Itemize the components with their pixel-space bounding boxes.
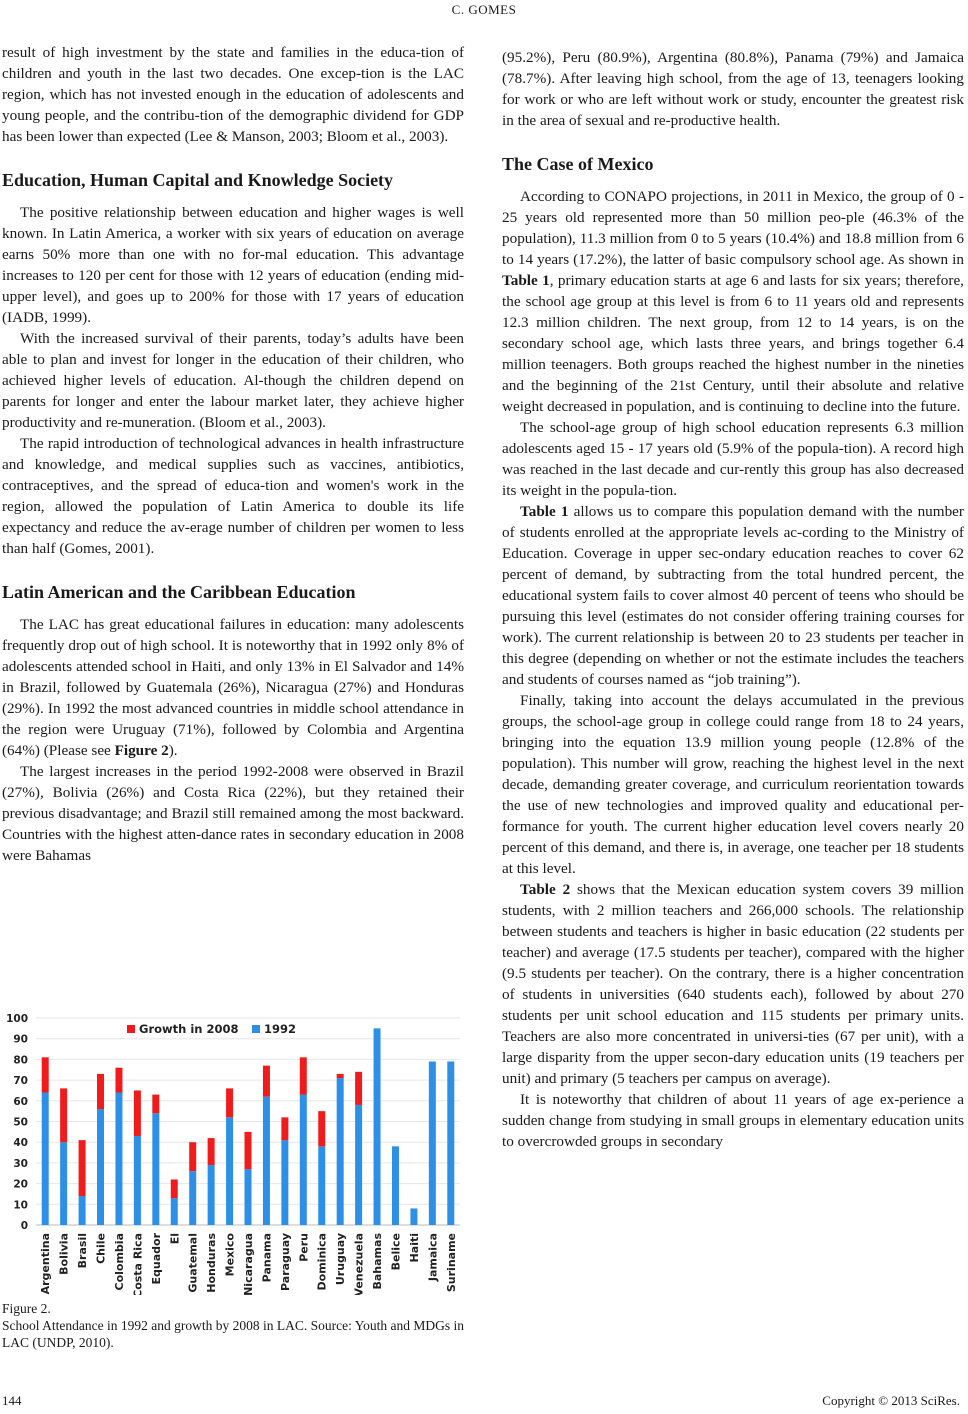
bar-growth-brasil	[79, 1140, 86, 1196]
bar-1992-colombia	[115, 1093, 122, 1225]
bar-growth-guatemal	[189, 1142, 196, 1171]
bar-1992-bolivia	[60, 1142, 67, 1225]
x-tick-label: Paraguay	[278, 1233, 292, 1291]
bar-1992-argentina	[42, 1093, 49, 1225]
paragraph	[502, 501, 964, 690]
y-tick-label: 30	[13, 1157, 28, 1170]
y-axis-ticks	[6, 1013, 28, 1232]
chart-legend	[127, 1022, 296, 1036]
x-tick-label: Equador	[149, 1233, 163, 1285]
x-tick-label: Bahamas	[371, 1233, 385, 1290]
x-tick-label: El	[168, 1233, 182, 1245]
bar-1992-guatemal	[189, 1171, 196, 1225]
paragraph: (95.2%), Peru (80.9%), Argentina (80.8%), Panama (79%) and Jamaica (78.7%). After leaving high school, from the age of 13, teenagers looking for work or who are left without work or study, encounter the greatest risk in the area of sexual and re-productive health.	[502, 49, 964, 129]
legend-label: 1992	[264, 1022, 297, 1036]
y-tick-label: 50	[13, 1116, 28, 1129]
y-tick-label: 40	[13, 1137, 28, 1150]
x-tick-label: Uruguay	[334, 1233, 348, 1286]
figure-caption	[2, 1300, 464, 1351]
y-tick-label: 20	[13, 1178, 28, 1191]
bar-growth-dominica	[318, 1111, 325, 1146]
bar-growth-uruguay	[337, 1074, 344, 1078]
x-tick-label: Colombia	[112, 1233, 126, 1291]
x-tick-label: Bolivia	[57, 1233, 71, 1275]
y-tick-label: 100	[6, 1013, 28, 1025]
section-heading: The Case of Mexico	[502, 154, 654, 174]
figure-reference[interactable]: Figure 2	[114, 742, 169, 759]
paragraph-text: allows us to compare this population demand with the number of students enrolled at the appropriate levels ac-cording to the Ministry of Education. Coverage in upper sec-ondary education reaches to cover 62 percent of demand, by subtracting from the total hundred percent, the educational system fails to cover almost 40 percent of teens who should be pursuing this level (estimates do not consider offering training courses for work). The current relationship is between 20 to 23 students per teacher in this degree (depending on whether or not the estimate includes the teachers and students of courses named as “job training”).	[502, 503, 964, 688]
page-number: 144	[2, 1393, 22, 1408]
bar-1992-mexico	[226, 1117, 233, 1225]
bar-growth-nicaragua	[245, 1132, 252, 1169]
x-tick-label: Costa Rica	[131, 1233, 145, 1295]
paragraph	[2, 614, 464, 761]
bar-growth-el	[171, 1179, 178, 1198]
paragraph: With the increased survival of their parents, today’s adults have been able to plan and invest for longer in the education of their children, who achieved higher levels of education. Al-though the children depend on parents for longer and enter the labour market later, they achieve higher productivity and re-muneration. (Bloom et al., 2003).	[2, 330, 464, 431]
running-header: C. GOMES	[451, 2, 517, 17]
x-tick-label: Dominica	[315, 1233, 329, 1291]
paragraph: The largest increases in the period 1992-2008 were observed in Brazil (27%), Bolivia (26%) and Costa Rica (22%), but they retained their previous disadvantage; and Brazil still remained among the most backward. Countries with the highest atten-dance rates in secondary education in 2008 were Bahamas	[2, 763, 464, 864]
bar-growth-bolivia	[60, 1088, 67, 1142]
x-tick-label: Venezuela	[352, 1233, 366, 1295]
y-tick-label: 10	[13, 1199, 28, 1212]
bar-1992-jamaica	[429, 1061, 436, 1225]
paragraph: result of high investment by the state and families in the educa-tion of children and youth in the last two decades. One excep-tion is the LAC region, which has not invested enough in the education of adolescents and young people, and the contribu-tion of the demographic dividend for GDP has been lower than expected (Lee & Manson, 2003; Bloom et al., 2003).	[2, 44, 464, 145]
bar-growth-venezuela	[355, 1072, 362, 1105]
x-tick-label: Panama	[260, 1233, 274, 1283]
bar-1992-suriname	[447, 1061, 454, 1225]
bar-growth-equador	[152, 1095, 159, 1114]
chart-bars	[42, 1028, 455, 1225]
x-tick-label: Jamaica	[426, 1233, 440, 1282]
bar-1992-honduras	[208, 1165, 215, 1225]
bar-1992-chile	[97, 1109, 104, 1225]
figure-caption-title: Figure 2.	[2, 1301, 51, 1316]
paragraph: It is noteworthy that children of about 11 years of age ex-perience a sudden change from studying in small groups in elementary education units to overcrowded groups in secondary	[502, 1091, 964, 1150]
bar-1992-bahamas	[374, 1028, 381, 1225]
table-reference[interactable]: Table 1	[502, 272, 550, 289]
bar-1992-peru	[300, 1095, 307, 1225]
paragraph: The rapid introduction of technological advances in health infrastructure and knowledge, and medical supplies such as vaccines, antibiotics, contraceptives, and the spread of educa-tion and women's work in the region, allowed the population of Latin America to double its life expectancy and reduce the av-erage number of children per women to less than half (Gomes, 2001).	[2, 435, 464, 557]
bar-1992-panama	[263, 1097, 270, 1225]
section-heading: Education, Human Capital and Knowledge Society	[2, 170, 394, 190]
x-tick-label: Haiti	[407, 1233, 421, 1263]
bar-1992-belice	[392, 1146, 399, 1225]
bar-growth-colombia	[115, 1068, 122, 1093]
paragraph: Finally, taking into account the delays accumulated in the previous groups, the school-age group in college could range from 18 to 24 years, bringing into the equation 13.9 million young people (12.8% of the population). This number will grow, reaching the highest level in the next decade, demanding greater coverage, and curriculum reorientation towards the use of new technologies and improved quality and educational per-formance for youth. The current higher education level covers nearly 20 percent of this demand, and there is, in average, one teacher per 18 students at this level.	[502, 692, 964, 877]
table-reference[interactable]: Table 2	[520, 881, 571, 898]
paragraph-text: The LAC has great educational failures in education: many adolescents frequently drop out of high school. It is noteworthy that in 1992 only 8% of adolescents attended school in Haiti, and only 13% in El Salvador and 14% in Brazil, followed by Guatemala (26%), Nicaragua (27%) and Honduras (29%). In 1992 the most advanced countries in middle school attendance in the region were Uruguay (71%), followed by Colombia and Argentina (64%) (Please see	[2, 616, 464, 759]
bar-1992-paraguay	[281, 1140, 288, 1225]
x-tick-label: Peru	[297, 1233, 311, 1262]
bar-growth-chile	[97, 1074, 104, 1109]
paragraph-text: , primary education starts at age 6 and lasts for six years; therefore, the school age group at this level is from 6 to 11 years old and represents 12.3 million children. The next group, from 12 to 14 years, is on the secondary school age, which lasts three years, and brings together 6.4 million teenagers. Both groups reached the highest number in the nineties and the beginning of the 21st Century, until their absolute and relative weight decreased in population, and is continuing to decline into the future.	[502, 272, 964, 415]
right-column	[502, 47, 964, 1152]
bar-1992-haiti	[410, 1208, 417, 1225]
y-tick-label: 60	[13, 1095, 28, 1108]
bar-1992-el	[171, 1198, 178, 1225]
bar-growth-mexico	[226, 1088, 233, 1117]
y-tick-label: 0	[20, 1220, 28, 1232]
paragraph-text: shows that the Mexican education system covers 39 million students, with 2 million teachers and 266,000 schools. The relationship between students and teachers is higher in basic education (22 students per teacher) and average (17.5 students per teacher), compared with the higher (9.5 students per teacher). On the contrary, there is a higher concentration of students in universities (640 students each), followed by about 270 students per unit school education and 115 students per primary units. Teachers are also more concentrated in universi-ties (67 per unit), with a large disparity from the upper secon-dary education units (19 teachers per unit) and primary (5 teachers per campus on average).	[502, 881, 964, 1087]
x-tick-label: Chile	[94, 1233, 108, 1264]
bar-1992-brasil	[79, 1196, 86, 1225]
bar-1992-dominica	[318, 1146, 325, 1225]
x-tick-label: Mexico	[223, 1233, 237, 1277]
bar-1992-costa-rica	[134, 1136, 141, 1225]
x-tick-label: Belice	[389, 1233, 403, 1271]
x-tick-label: Suriname	[444, 1233, 458, 1293]
figure-caption-text: School Attendance in 1992 and growth by 2008 in LAC. Source: Youth and MDGs in LAC (UNDP, 2010).	[2, 1318, 464, 1350]
paragraph	[502, 879, 964, 1089]
x-axis-labels	[39, 1232, 458, 1295]
legend-swatch	[252, 1025, 260, 1033]
y-tick-label: 80	[13, 1054, 28, 1067]
bar-1992-venezuela	[355, 1105, 362, 1225]
bar-growth-costa-rica	[134, 1090, 141, 1136]
y-tick-label: 90	[13, 1033, 28, 1046]
paragraph-text: According to CONAPO projections, in 2011 in Mexico, the group of 0 - 25 years old represented more than 50 million peo-ple (46.3% of the population), 11.3 million from 0 to 5 years (10.4%) and 18.8 million from 6 to 14 years (17.2%), the latter of basic compulsory school age. As shown in	[502, 188, 964, 268]
bar-growth-paraguay	[281, 1117, 288, 1140]
paragraph: The school-age group of high school education represents 6.3 million adolescents aged 15 - 17 years old (5.9% of the popula-tion). A record high was reached in the last decade and cur-rently this group has also decreased its weight in the popula-tion.	[502, 419, 964, 499]
bar-growth-peru	[300, 1057, 307, 1094]
copyright-notice: Copyright © 2013 SciRes.	[822, 1393, 960, 1408]
attendance-bar-chart	[2, 1010, 464, 1295]
paragraph	[502, 186, 964, 417]
left-column	[2, 42, 464, 866]
x-tick-label: Brasil	[76, 1233, 90, 1269]
table-reference[interactable]: Table 1	[520, 503, 569, 520]
paragraph: The positive relationship between education and higher wages is well known. In Latin America, a worker with six years of education on average earns 50% more than one with no for-mal education. This advantage increases to 120 per cent for those with 12 years of education (ending mid-upper level), and goes up to 200% for those with 17 years of education (IADB, 1999).	[2, 204, 464, 326]
bar-1992-nicaragua	[245, 1169, 252, 1225]
legend-label: Growth in 2008	[139, 1022, 239, 1036]
y-tick-label: 70	[13, 1075, 28, 1088]
x-tick-label: Nicaragua	[242, 1233, 255, 1295]
bar-growth-argentina	[42, 1057, 49, 1092]
bar-growth-honduras	[208, 1138, 215, 1165]
bar-growth-panama	[263, 1066, 270, 1097]
x-tick-label: Argentina	[39, 1233, 53, 1295]
bar-1992-equador	[152, 1113, 159, 1225]
paragraph-text: ).	[168, 742, 178, 759]
figure-2	[2, 1010, 464, 1295]
x-tick-label: Guatemal	[186, 1233, 200, 1293]
legend-swatch	[127, 1025, 135, 1033]
section-heading: Latin American and the Caribbean Education	[2, 582, 356, 602]
bar-1992-uruguay	[337, 1078, 344, 1225]
x-tick-label: Honduras	[205, 1233, 219, 1293]
